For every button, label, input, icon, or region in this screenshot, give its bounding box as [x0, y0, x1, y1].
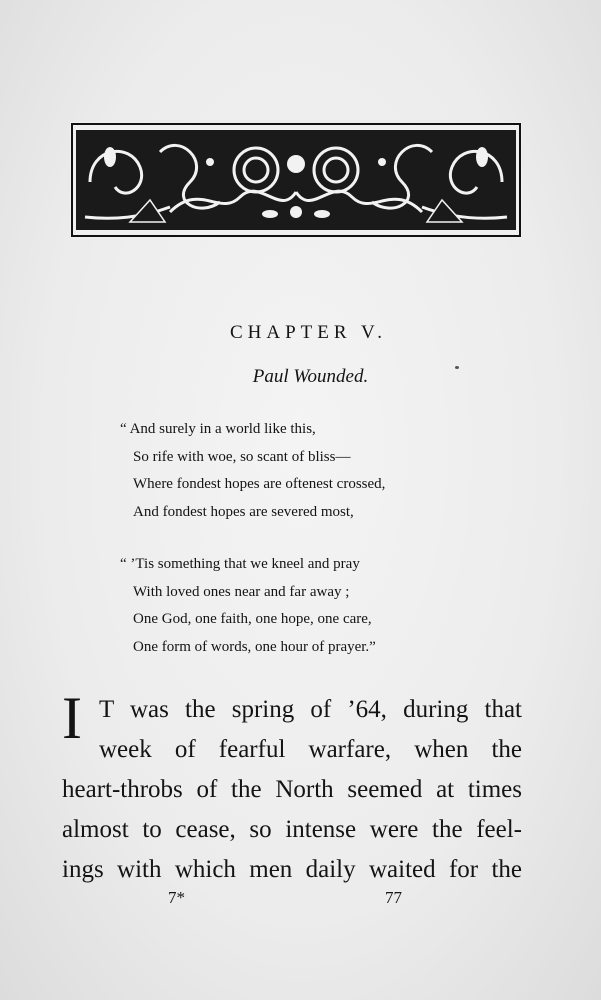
epigraph-stanza-2	[120, 551, 376, 661]
verse-line: With loved ones near and far away ;	[133, 583, 350, 600]
verse-line: And fondest hopes are severed most,	[133, 503, 354, 520]
page-number: 77	[385, 888, 402, 907]
body-paragraph	[62, 685, 522, 890]
drop-cap: I	[62, 685, 82, 751]
paragraph-line: T was the spring of ’64, during that	[99, 696, 522, 723]
ink-speck	[455, 366, 459, 369]
paragraph-line: heart-throbs of the North seemed at times	[62, 776, 522, 803]
chapter-title: CHAPTER V.	[230, 322, 387, 343]
epigraph-stanza-1	[120, 416, 385, 526]
verse-line: “ And surely in a world like this,	[120, 421, 316, 437]
verse-line: One God, one faith, one hope, one care,	[133, 611, 372, 627]
verse-line: So rife with woe, so scant of bliss—	[133, 448, 351, 465]
verse-line: Where fondest hopes are oftenest crossed,	[133, 476, 386, 492]
verse-line: One form of words, one hour of prayer.”	[133, 638, 376, 655]
verse-line: “ ’Tis something that we kneel and pray	[120, 556, 360, 572]
paragraph-line: week of fearful warfare, when the	[99, 736, 522, 763]
paragraph-line: almost to cease, so intense were the feel-	[62, 816, 522, 843]
paragraph-line: ings with which men daily waited for the	[62, 856, 522, 883]
chapter-subtitle: Paul Wounded.	[252, 366, 369, 387]
ornamental-headpiece-icon	[70, 122, 522, 238]
signature-mark: 7*	[168, 888, 185, 907]
